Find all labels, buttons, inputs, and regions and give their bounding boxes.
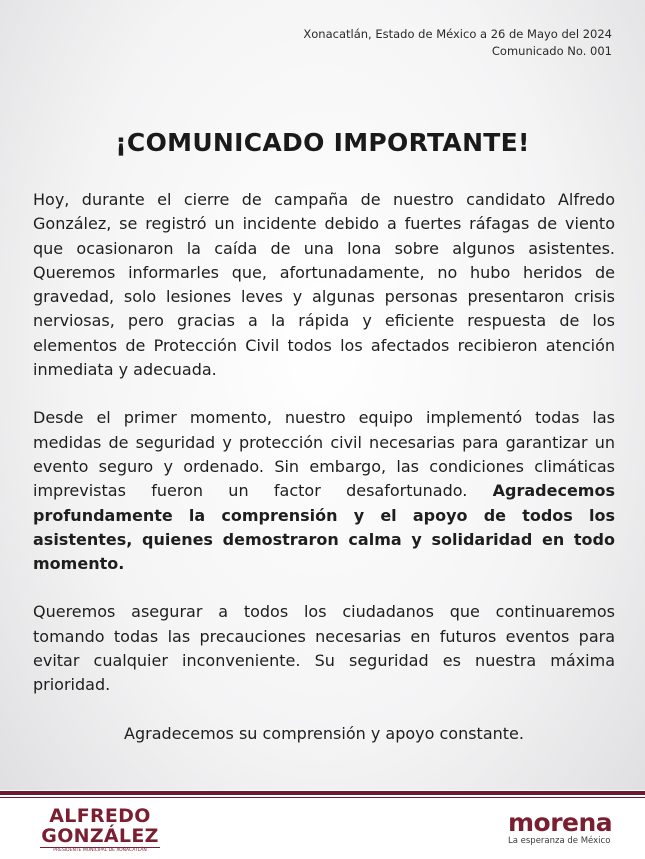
- candidate-logo-line2: GONZÁLEZ: [41, 825, 159, 847]
- footer-divider: [0, 791, 645, 795]
- paragraph-thanks-bold: Agradecemos profundamente la comprensión y el apoyo de todos los asistentes, quienes demostraron calma y solidaridad en todo momento.: [33, 481, 615, 574]
- communique-number: Comunicado No. 001: [491, 44, 612, 58]
- party-logo-slogan: La esperanza de México: [508, 836, 611, 846]
- closing-line: Agradecemos su comprensión y apoyo constante.: [124, 723, 524, 743]
- party-logo-name: morena: [508, 808, 613, 837]
- paragraph-assurance: Queremos asegurar a todos los ciudadanos que continuaremos tomando todas las precauciones necesarias en futuros eventos para evitar cualquier inconveniente. Su seguridad es nuestra máxima prioridad.: [33, 602, 615, 695]
- candidate-logo-tagline: PRESIDENTE MUNICIPAL DE XONACATLÁN: [40, 847, 160, 854]
- paragraph-security-text: Desde el primer momento, nuestro equipo implementó todas las medidas de seguridad y protección civil necesarias para garantizar un evento seguro y ordenado. Sin embargo, las condiciones climáticas imprevistas fueron un factor desafortunado.: [33, 408, 615, 501]
- paragraph-incident: Hoy, durante el cierre de campaña de nuestro candidato Alfredo González, se registró un incidente debido a fuertes ráfagas de viento que ocasionaron la caída de una lona sobre algunos asistentes. Queremos informarles que, afortunadamente, no hubo heridos de gravedad, solo lesiones leves y algunas personas presentaron crisis nerviosas, pero gracias a la rápida y eficiente respuesta de los elementos de Protección Civil todos los afectados recibieron atención inmediata y adecuada.: [33, 190, 615, 380]
- place-date: Xonacatlán, Estado de México a 26 de Mayo del 2024: [303, 27, 612, 41]
- document-title: ¡COMUNICADO IMPORTANTE!: [115, 128, 530, 157]
- document-body: [33, 188, 615, 746]
- party-logo: [508, 810, 618, 847]
- candidate-logo: [40, 806, 160, 854]
- paragraph-security: [33, 406, 615, 576]
- candidate-logo-line1: ALFREDO: [49, 805, 151, 827]
- footer-divider-thin: [0, 797, 645, 798]
- document-header: [303, 26, 612, 60]
